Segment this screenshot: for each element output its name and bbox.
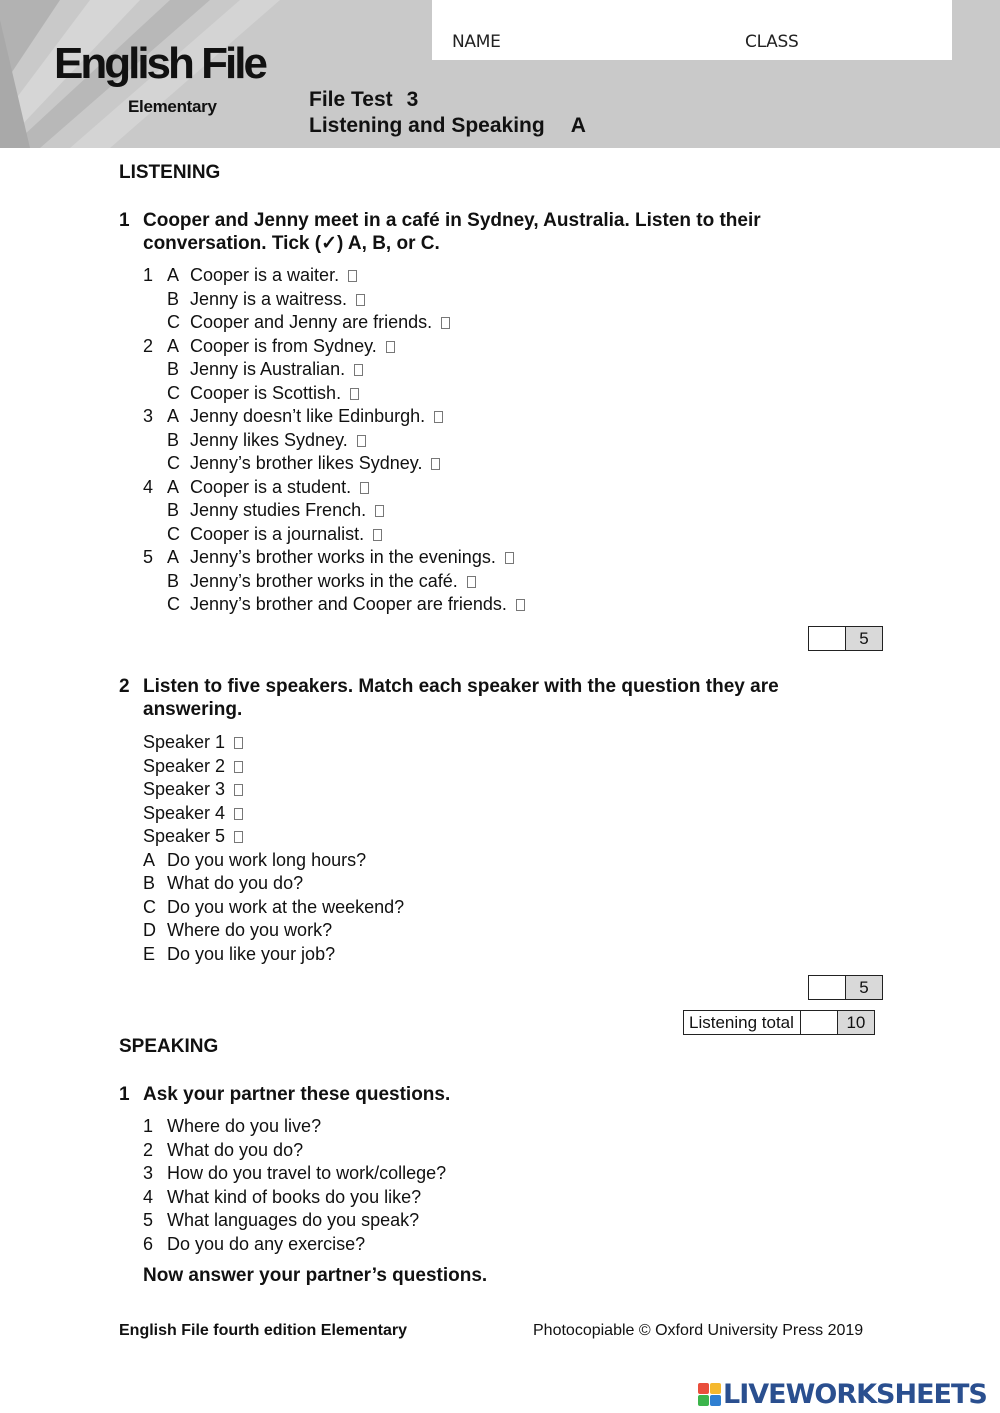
test-number: 3 [406,88,419,111]
tick-checkbox[interactable] [360,482,369,494]
total-score-max: 10 [838,1011,874,1034]
option-row [143,452,440,474]
speaker-row [143,778,243,800]
option-row [143,335,395,357]
tick-checkbox[interactable] [375,505,384,517]
test-subtitle-text: Listening and Speaking [309,114,545,137]
option-letter: B [167,359,180,379]
total-score-input[interactable] [801,1011,838,1034]
speaking-q1-heading [119,1083,839,1106]
option-row [143,546,514,568]
option-text: Jenny doesn’t like Edinburgh. [190,406,426,426]
question-instruction: Cooper and Jenny meet in a café in Sydney, Australia. Listen to their conversation. Tick (✓) A, B, or C. [143,210,761,254]
footer-edition: English File fourth edition Elementary [119,1322,408,1339]
class-label: CLASS [745,32,799,52]
option-letter: C [167,312,180,332]
speaking-question-row [143,1139,303,1161]
question-text: What kind of books do you like? [167,1186,422,1207]
test-subtitle [309,112,586,140]
logo-square [698,1383,709,1394]
option-text: Cooper is a waiter. [190,265,340,285]
q2-score-box [808,975,883,1000]
question-number: 1 [119,1084,130,1105]
question-text: What languages do you speak? [167,1210,420,1230]
option-row [143,264,357,286]
option-row [143,311,450,333]
score-max: 5 [846,627,882,650]
item-number: 2 [143,335,154,356]
tick-checkbox[interactable] [354,364,363,376]
option-row [143,429,366,451]
option-letter: C [143,896,156,917]
liveworksheets-watermark [698,1378,987,1410]
name-label: NAME [452,32,501,52]
option-letter: C [167,594,180,614]
score-input[interactable] [809,627,846,650]
answer-box[interactable] [234,761,243,773]
speaking-question-row [143,1162,446,1184]
speaker-row [143,755,243,777]
speaker-label: Speaker 1 [143,732,226,752]
listening-total-label: Listening total [684,1011,801,1034]
option-text: Where do you work? [167,920,333,940]
speaker-row [143,825,243,847]
tick-checkbox[interactable] [348,270,357,282]
speaker-row [143,731,243,753]
option-row [143,288,365,310]
item-number: 4 [143,476,154,497]
option-text: Jenny likes Sydney. [190,429,348,450]
option-text: Jenny is a waitress. [190,288,348,309]
option-text: Jenny’s brother works in the café. [190,570,458,591]
option-letter: B [167,429,180,450]
option-text: Do you like your job? [167,943,336,964]
speaking-closing: Now answer your partner’s questions. [143,1265,488,1286]
question-instruction: Listen to five speakers. Match each speaker with the question they are answering. [143,676,779,720]
option-letter: E [143,943,156,964]
speaking-question-row [143,1209,419,1231]
tick-checkbox[interactable] [350,388,359,400]
question-number: 6 [143,1233,154,1254]
option-letter: B [143,873,156,893]
option-row [143,476,369,498]
speaker-row [143,802,243,824]
question-number: 2 [143,1139,154,1160]
option-row [143,523,382,545]
listening-q2-heading [119,675,839,721]
tick-checkbox[interactable] [357,435,366,447]
option-letter: C [167,453,180,473]
option-text: What do you do? [167,873,304,893]
tick-checkbox[interactable] [386,341,395,353]
option-text: Jenny’s brother likes Sydney. [190,453,423,473]
score-max: 5 [846,976,882,999]
tick-checkbox[interactable] [516,599,525,611]
speaker-label: Speaker 2 [143,755,226,776]
question-option-row [143,896,404,918]
option-text: Do you work long hours? [167,849,367,870]
footer-copyright: Photocopiable © Oxford University Press 2019 [533,1322,864,1339]
item-number: 1 [143,265,154,285]
question-option-row [143,872,303,894]
speaker-label: Speaker 4 [143,802,226,823]
question-number: 1 [119,210,130,231]
answer-box[interactable] [234,808,243,820]
speaking-question-row [143,1186,421,1208]
option-text: Jenny’s brother works in the evenings. [190,547,496,567]
liveworksheets-wordmark: LIVEWORKSHEETS [723,1378,987,1410]
option-letter: A [167,335,180,356]
question-option-row [143,849,366,871]
option-letter: B [167,570,180,591]
speaker-label: Speaker 5 [143,826,226,846]
question-text: Where do you live? [167,1116,322,1136]
logo-square [710,1395,721,1406]
answer-box[interactable] [234,784,243,796]
test-title [309,86,418,114]
tick-checkbox[interactable] [505,552,514,564]
question-number: 2 [119,676,130,697]
question-text: What do you do? [167,1139,304,1160]
speaker-label: Speaker 3 [143,779,226,799]
brand-logo-title: English File [54,39,265,88]
question-option-row [143,919,332,941]
option-row [143,405,443,427]
option-text: Cooper is Scottish. [190,382,342,403]
option-text: Cooper is a journalist. [190,523,365,544]
option-row [143,570,476,592]
option-letter: A [167,547,180,567]
option-row [143,382,359,404]
speaking-question-row [143,1233,365,1255]
option-text: Cooper is a student. [190,476,352,497]
option-text: Cooper and Jenny are friends. [190,312,433,332]
option-text: Jenny is Australian. [190,359,346,379]
tick-checkbox[interactable] [434,411,443,423]
option-row [143,358,363,380]
option-row [143,499,384,521]
option-letter: C [167,523,180,544]
q1-score-box [808,626,883,651]
tick-checkbox[interactable] [373,529,382,541]
option-letter: C [167,382,180,403]
question-text: How do you travel to work/college? [167,1163,447,1183]
header-band [0,0,1000,148]
score-input[interactable] [809,976,846,999]
speaking-heading: SPEAKING [119,1036,219,1057]
tick-checkbox[interactable] [431,458,440,470]
option-letter: B [167,500,180,520]
name-class-box [432,0,952,60]
question-number: 3 [143,1163,154,1183]
tick-checkbox[interactable] [356,294,365,306]
item-number: 5 [143,547,154,567]
question-number: 1 [143,1116,154,1136]
question-number: 4 [143,1186,154,1207]
test-version: A [570,114,586,137]
option-letter: A [167,265,180,285]
option-letter: D [143,920,156,940]
test-label: File Test [309,88,393,111]
question-text: Do you do any exercise? [167,1233,366,1254]
answer-box[interactable] [234,737,243,749]
logo-square [698,1395,709,1406]
option-row [143,593,525,615]
question-number: 5 [143,1210,154,1230]
option-text: Cooper is from Sydney. [190,335,377,356]
tick-checkbox[interactable] [441,317,450,329]
speaking-question-row [143,1115,321,1137]
listening-heading: LISTENING [119,162,221,183]
option-text: Do you work at the weekend? [167,896,405,917]
liveworksheets-logo-icon [698,1383,720,1405]
option-letter: A [143,849,156,870]
answer-box[interactable] [234,831,243,843]
listening-q1-heading [119,209,839,255]
option-letter: A [167,476,180,497]
option-text: Jenny’s brother and Cooper are friends. [190,594,507,614]
question-option-row [143,943,335,965]
logo-square [710,1383,721,1394]
option-letter: A [167,406,180,426]
option-letter: B [167,288,180,309]
listening-total-box [683,1010,875,1035]
brand-logo-subtitle: Elementary [128,97,217,116]
tick-checkbox[interactable] [467,576,476,588]
item-number: 3 [143,406,154,426]
option-text: Jenny studies French. [190,500,367,520]
question-instruction: Ask your partner these questions. [143,1084,451,1105]
